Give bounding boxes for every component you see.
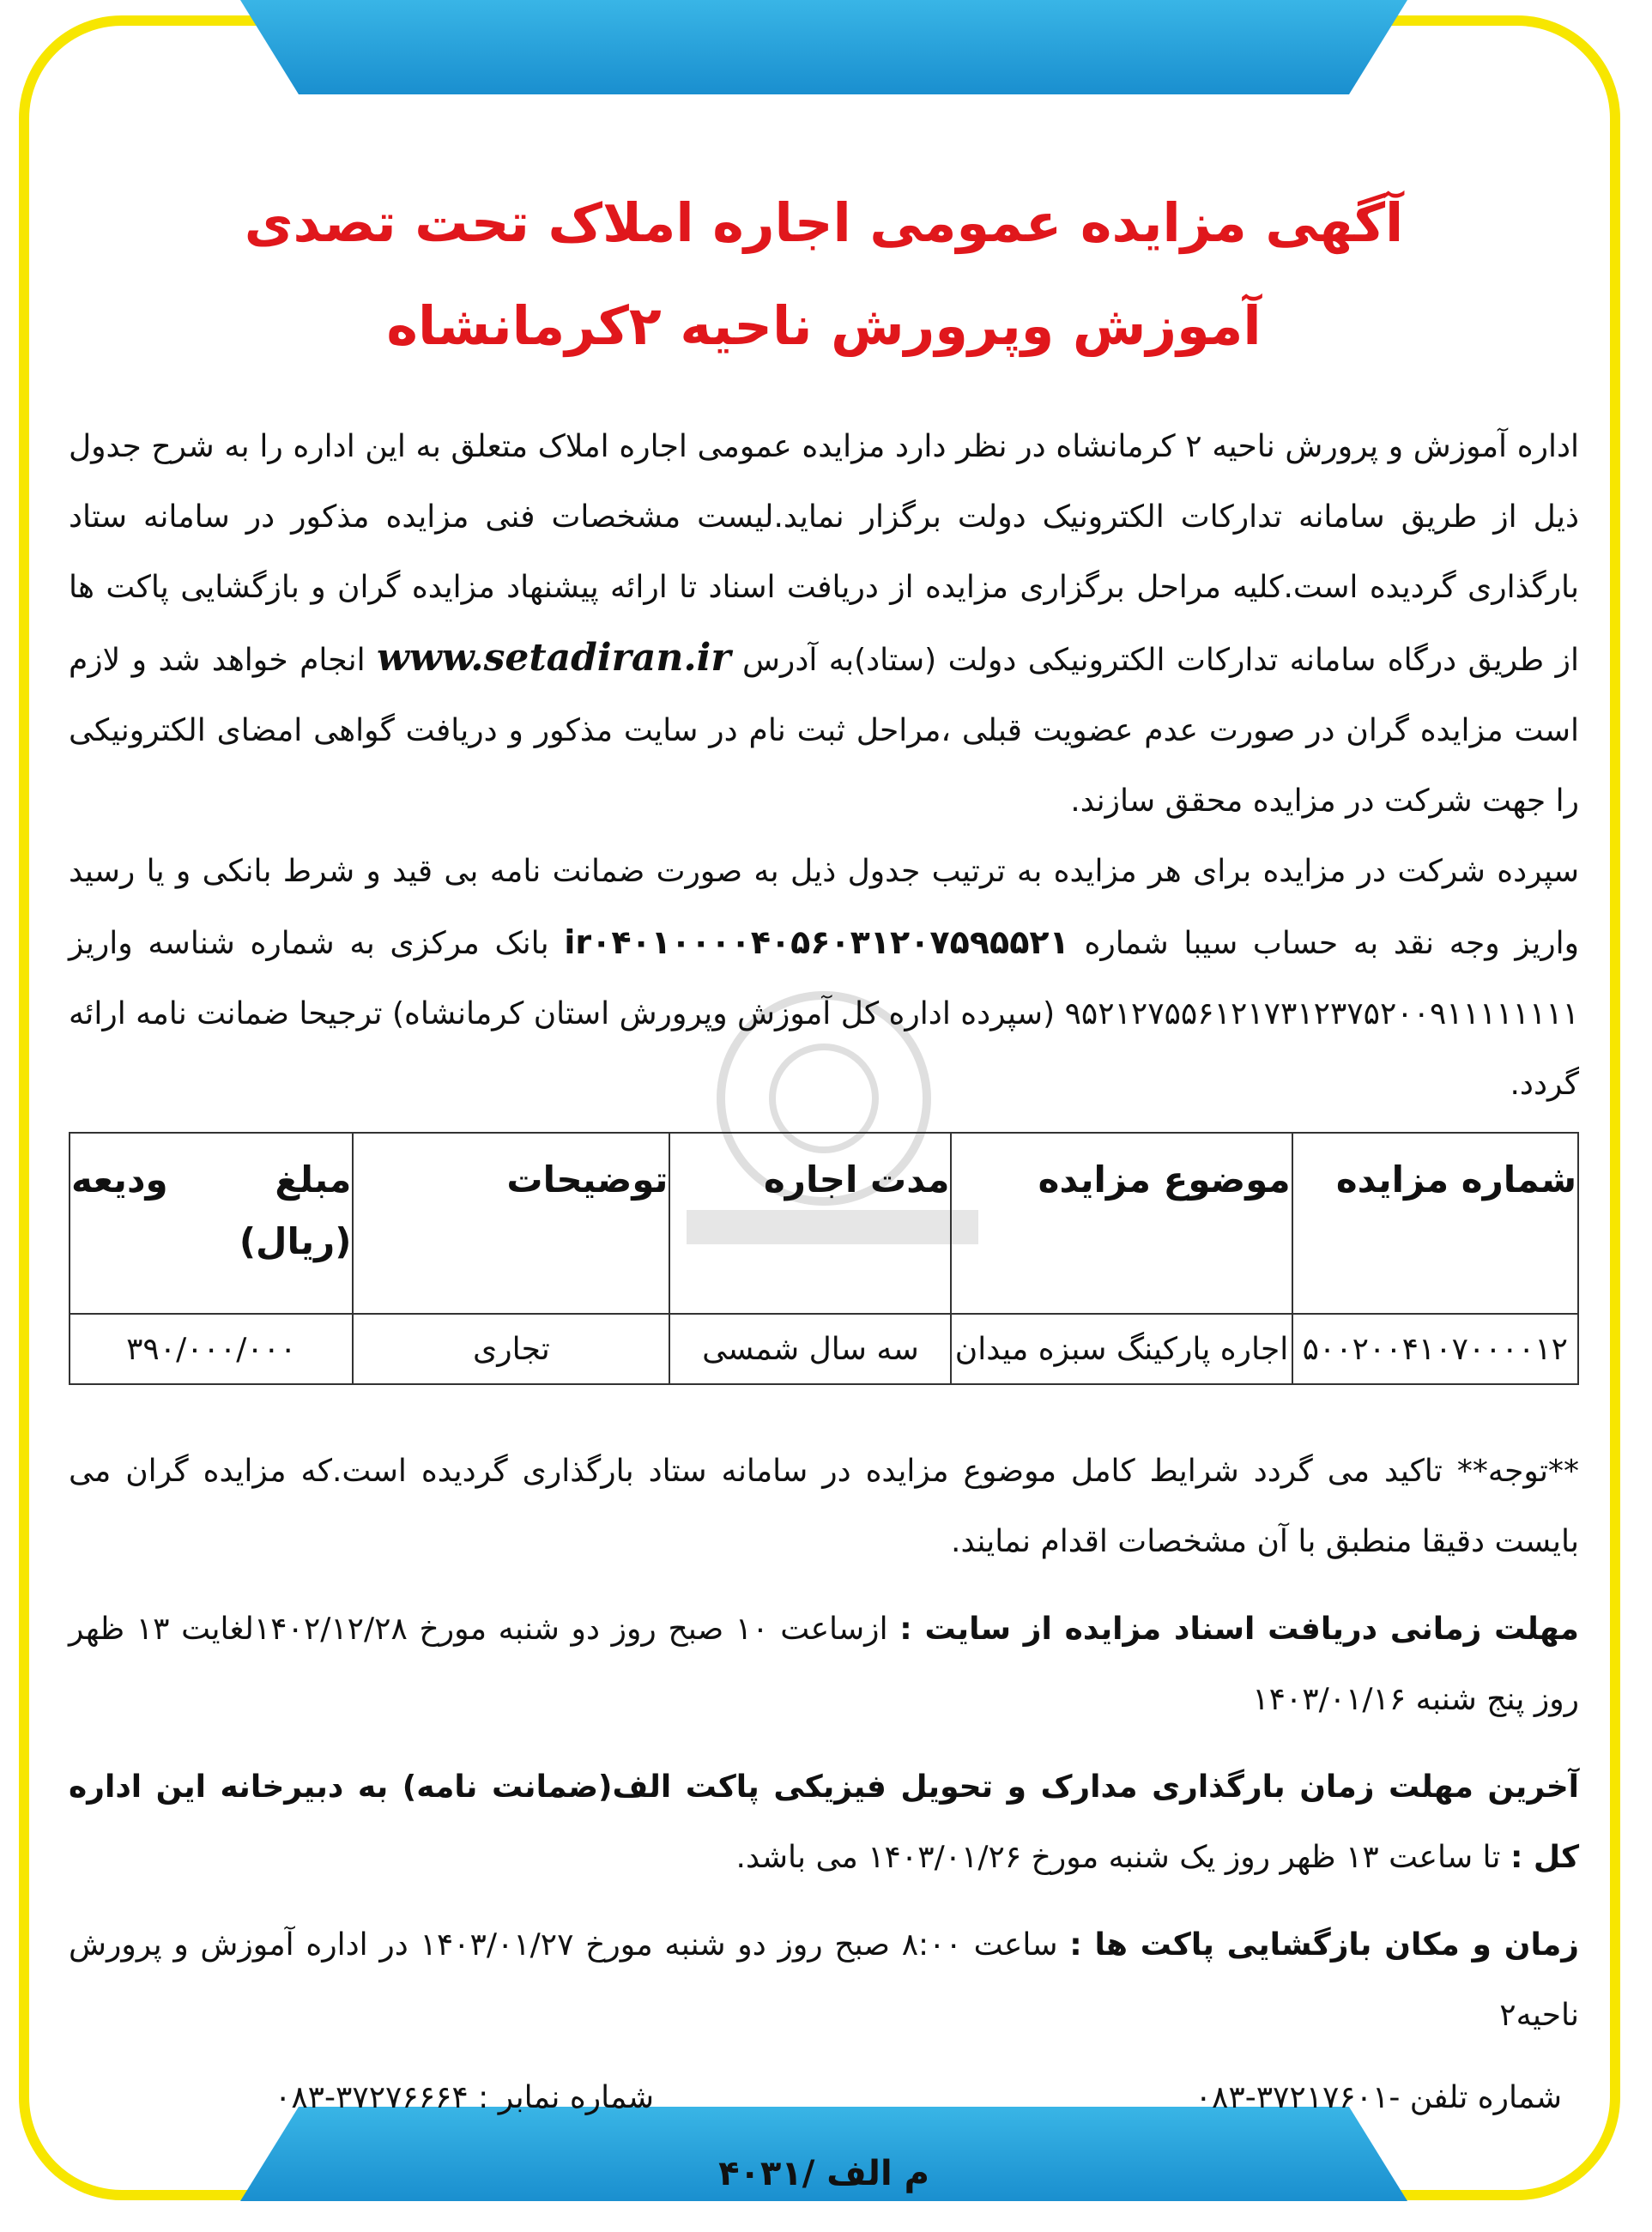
auction-table bbox=[69, 1132, 1579, 1385]
table-header-row bbox=[70, 1133, 1578, 1314]
opening-label: زمان و مکان بازگشایی پاکت ها : bbox=[1069, 1927, 1579, 1963]
attention-note: **توجه** تاکید می گردد شرایط کامل موضوع مزایده در سامانه ستاد بارگذاری گردیده است.که مزایده گران می بایست دقیقا منطبق با آن مشخصات اقدام نمایند. bbox=[69, 1454, 1579, 1559]
notice-content bbox=[69, 172, 1579, 2193]
cell-auction-number: ۵۰۰۲۰۰۴۱۰۷۰۰۰۰۱۲ bbox=[1292, 1314, 1578, 1384]
cell-deposit-amount: ۳۹۰/۰۰۰/۰۰۰ bbox=[70, 1314, 353, 1384]
col-lease-duration: مدت اجاره bbox=[669, 1133, 951, 1314]
intro-paragraph bbox=[69, 412, 1579, 837]
deposit-paragraph bbox=[69, 837, 1579, 1120]
opening-info bbox=[69, 1910, 1579, 2051]
contact-row bbox=[69, 2068, 1579, 2128]
deposit-text-b: بانک مرکزی به شماره شناسه واریز ۹۵۲۱۲۷۵۵۶۱۲۱۷۳۱۲۳۷۵۲۰۰۹۱۱۱۱۱۱۱۱ (سپرده اداره کل آموزش وپرورش استان کرمانشاه) ترجیحا ضمانت نامه ارائه گردد. bbox=[69, 926, 1579, 1102]
cell-lease-duration: سه سال شمسی bbox=[669, 1314, 951, 1384]
phone-number: شماره تلفن -۳۷۲۱۷۶۰۱-۰۸۳ bbox=[1195, 2080, 1562, 2115]
intro-section bbox=[69, 412, 1579, 1120]
submission-deadline bbox=[69, 1752, 1579, 1893]
document-deadline bbox=[69, 1594, 1579, 1735]
col-auction-subject: موضوع مزایده bbox=[951, 1133, 1292, 1314]
col-auction-number: شماره مزایده bbox=[1292, 1133, 1578, 1314]
cell-description: تجاری bbox=[353, 1314, 669, 1384]
deposit-text-a: سپرده شرکت در مزایده برای هر مزایده به ترتیب جدول ذیل به صورت ضمانت نامه بی قید و شرط بانکی و یا رسید واریز وجه نقد به حساب سیبا شماره bbox=[69, 854, 1579, 961]
col-description: توضیحات bbox=[353, 1133, 669, 1314]
intro-text: اداره آموزش و پرورش ناحیه ۲ کرمانشاه در نظر دارد مزایده عمومی اجاره املاک متعلق به این اداره را به شرح جدول ذیل از طریق سامانه تدارکات الکترونیک دولت برگزار نماید.لیست مشخصات فنی مزایده مذکور در سامانه ستاد بارگذاری گردیده است.کلیه مراحل برگزاری مزایده از دریافت اسناد تا ارائه پیشنهاد مزایده گران و بازگشایی پاکت ها از طریق درگاه سامانه تدارکات الکترونیکی دولت (ستاد)به آدرس bbox=[69, 429, 1579, 678]
submit-label: آخرین مهلت زمان بارگذاری مدارک و تحویل فیزیکی پاکت الف(ضمانت نامه) به دبیرخانه این اداره کل : bbox=[69, 1769, 1579, 1875]
deadline-text: ازساعت ۱۰ صبح روز دو شنبه مورخ ۱۴۰۲/۱۲/۲۸لغایت ۱۳ ظهر روز پنج شنبه ۱۴۰۳/۰۱/۱۶ bbox=[69, 1612, 1579, 1717]
cell-auction-subject: اجاره پارکینگ سبزه میدان bbox=[951, 1314, 1292, 1384]
fax-number: شماره نمابر : ۳۷۲۷۶۶۶۴-۰۸۳ bbox=[275, 2080, 655, 2115]
col-deposit-amount: مبلغ ودیعه (ریال) bbox=[70, 1133, 353, 1314]
deadline-label: مهلت زمانی دریافت اسناد مزایده از سایت : bbox=[899, 1612, 1579, 1647]
intro-text-cont: انجام خواهد شد و لازم است مزایده گران در صورت عدم عضویت قبلی ،مراحل ثبت نام در سایت مذکور و دریافت گواهی امضای الکترونیکی را جهت شرکت در مزایده محقق سازند. bbox=[69, 643, 1579, 819]
top-decorative-band bbox=[240, 0, 1407, 94]
table-row bbox=[70, 1314, 1578, 1384]
website-link[interactable]: www.setadiran.ir bbox=[377, 636, 731, 680]
notes-section bbox=[69, 1437, 1579, 2051]
notice-code: م الف /۴۰۳۱ bbox=[718, 2154, 929, 2193]
notice-title-line1: آگهی مزایده عمومی اجاره املاک تحت تصدی bbox=[244, 191, 1404, 254]
notice-title-line2: آموزش وپرورش ناحیه ۲کرمانشاه bbox=[386, 294, 1262, 357]
submit-text: تا ساعت ۱۳ ظهر روز یک شنبه مورخ ۱۴۰۳/۰۱/۲۶ می باشد. bbox=[735, 1840, 1501, 1875]
sheba-number: ir۰۴۰۱۰۰۰۰۴۰۵۶۰۳۱۲۰۷۵۹۵۵۲۱ bbox=[564, 923, 1069, 961]
opening-text: ساعت ۸:۰۰ صبح روز دو شنبه مورخ ۱۴۰۳/۰۱/۲۷ در اداره آموزش و پرورش ناحیه۲ bbox=[69, 1927, 1579, 2033]
